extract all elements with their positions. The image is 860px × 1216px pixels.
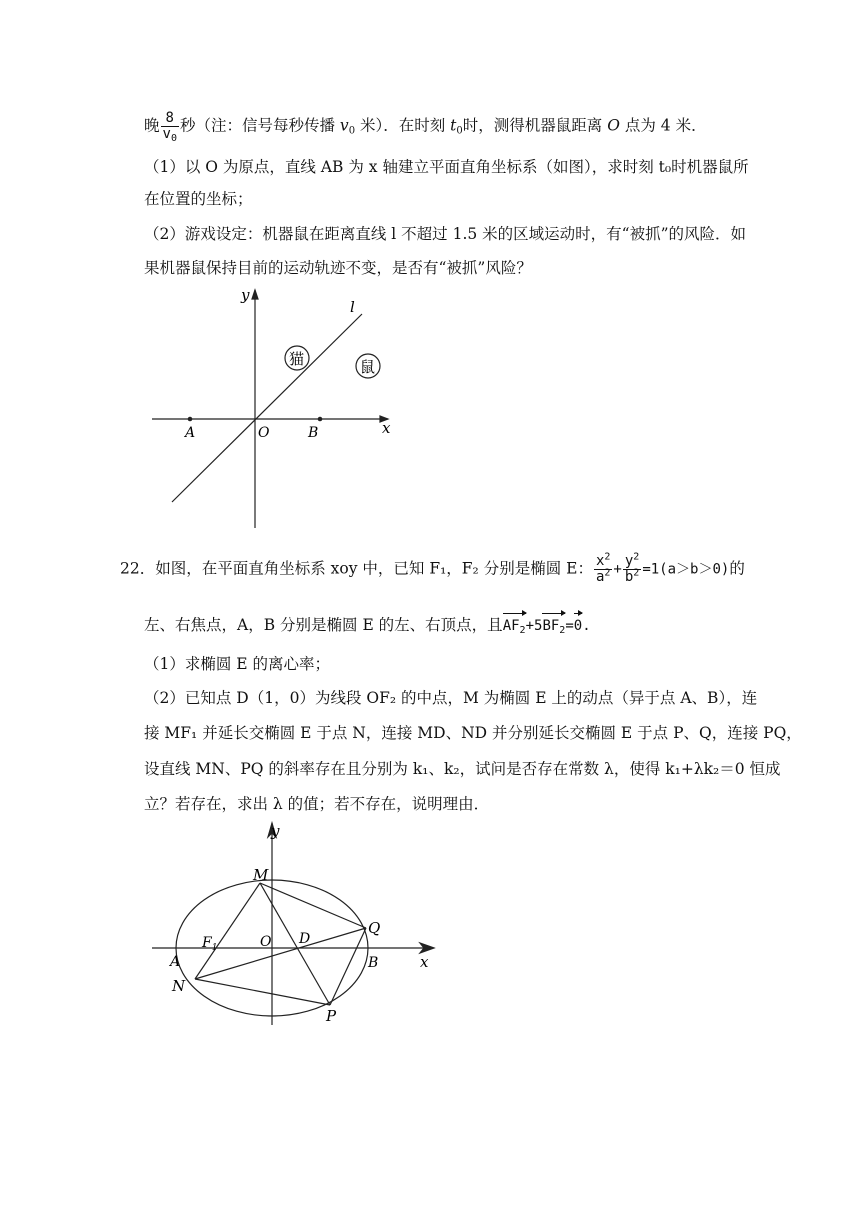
v0-sub: 0 xyxy=(348,125,356,137)
vector-bf2 xyxy=(542,610,565,637)
f1-label: $F_1$ xyxy=(202,935,218,953)
plus-sign: + xyxy=(613,561,622,578)
mouse-label: 鼠 xyxy=(360,358,376,376)
vec-sub: 2 xyxy=(559,625,566,636)
exp: 2 xyxy=(604,551,611,563)
y-axis-arrow xyxy=(252,290,258,299)
ellipse-condition: =1(a＞b＞0) xyxy=(642,561,730,578)
text: 22．如图，在平面直角坐标系 xoy 中，已知 F₁，F₂ 分别是椭圆 E： xyxy=(120,559,593,578)
period: . xyxy=(582,618,591,634)
vector-af2 xyxy=(503,610,526,637)
p22-q2-line3: 设直线 MN、PQ 的斜率存在且分别为 k₁、k₂，试问是否存在常数 λ，使得 k₁+λk₂＝0 恒成 xyxy=(144,760,781,778)
p21-q1-line2: 在位置的坐标； xyxy=(144,190,253,208)
point-a xyxy=(188,417,193,422)
vec-text: BF xyxy=(542,618,560,634)
text: 时，测得机器鼠距离 xyxy=(462,116,608,135)
y-label: y xyxy=(241,286,250,304)
vec-text: AF xyxy=(502,618,520,634)
a-label: A xyxy=(170,954,181,970)
plus-five: +5 xyxy=(525,618,543,634)
vec-text: 0 xyxy=(573,618,583,634)
q-label: Q xyxy=(368,919,381,937)
l-label: l xyxy=(350,298,355,316)
a-label: A xyxy=(185,425,196,441)
fraction-8-over-v0 xyxy=(161,111,179,142)
b-label: B xyxy=(308,425,319,441)
p22-line2 xyxy=(144,610,591,637)
line-l xyxy=(172,314,362,502)
text: 晚 xyxy=(144,116,160,135)
d-label: D xyxy=(299,931,311,947)
o-label: O xyxy=(260,934,272,950)
point-b xyxy=(318,417,323,422)
o-symbol: O xyxy=(607,116,620,135)
x-label: x xyxy=(382,419,391,437)
fraction-x2-over-a2 xyxy=(594,551,612,585)
exp: 2 xyxy=(633,551,640,563)
b-label: B xyxy=(368,955,379,971)
p21-q2-line2: 果机器鼠保持目前的运动轨迹不变，是否有“被抓”风险？ xyxy=(144,259,532,277)
den-sub: 0 xyxy=(170,133,177,144)
t0-sub: 0 xyxy=(456,125,463,137)
vector-zero xyxy=(574,610,582,637)
t0-symbol: t xyxy=(450,116,457,135)
v0-symbol: v xyxy=(339,116,349,135)
fraction-numerator: 8 xyxy=(161,111,179,127)
b: b xyxy=(624,569,634,585)
text: 左、右焦点，A，B 分别是椭圆 E 的左、右顶点，且 xyxy=(144,616,503,634)
vec-sub: 2 xyxy=(519,625,526,636)
fraction-denominator xyxy=(161,127,179,142)
o-label: O xyxy=(258,425,270,441)
p21-q1-line1: （1）以 O 为原点，直线 AB 为 x 轴建立平面直角坐标系（如图），求时刻 t₀时机器鼠所 xyxy=(144,158,749,176)
text: 的 xyxy=(729,559,745,578)
den-b2 xyxy=(623,567,641,585)
equals-sign: = xyxy=(565,618,574,634)
x-label: x xyxy=(420,953,429,971)
a: a xyxy=(595,569,605,585)
text: 点为 4 米． xyxy=(619,116,707,135)
m-label: M xyxy=(253,866,269,884)
segment-nq xyxy=(195,928,366,979)
exp: 2 xyxy=(604,567,611,579)
figure-ellipse xyxy=(140,815,450,1030)
segment-mn xyxy=(195,883,260,979)
den-a2 xyxy=(594,567,612,585)
p22-q2-line4: 立？若存在，求出 λ 的值；若不存在，说明理由． xyxy=(144,795,490,813)
den-v: v xyxy=(162,126,171,142)
segment-np xyxy=(195,979,330,1005)
cat-label: 猫 xyxy=(289,350,305,368)
n-label: N xyxy=(172,977,186,995)
text: 秒（注：信号每秒传播 xyxy=(179,116,340,135)
p21-line1 xyxy=(144,111,707,142)
p22-q2-line1: （2）已知点 D（1，0）为线段 OF₂ 的中点，M 为椭圆 E 上的动点（异于点 A、B），连 xyxy=(144,689,758,707)
y: y xyxy=(624,553,634,569)
y-label: y xyxy=(271,822,280,840)
segment-mq xyxy=(260,883,366,928)
p22-q1: （1）求椭圆 E 的离心率； xyxy=(144,655,331,673)
exp: 2 xyxy=(633,567,640,579)
text: 米）．在时刻 xyxy=(355,116,451,135)
p-label: P xyxy=(326,1007,337,1025)
p22-line1 xyxy=(120,551,745,585)
segment-pq xyxy=(330,928,366,1005)
p22-q2-line2: 接 MF₁ 并延长交椭圆 E 于点 N，连接 MD、ND 并分别延长交椭圆 E 于点 P、Q，连接 PQ， xyxy=(144,724,802,742)
x: x xyxy=(595,553,605,569)
fraction-y2-over-b2 xyxy=(623,551,641,585)
p21-q2-line1: （2）游戏设定：机器鼠在距离直线 l 不超过 1.5 米的区域运动时，有“被抓”的风险．如 xyxy=(144,225,747,243)
figure-cat-mouse-axes xyxy=(140,280,420,530)
